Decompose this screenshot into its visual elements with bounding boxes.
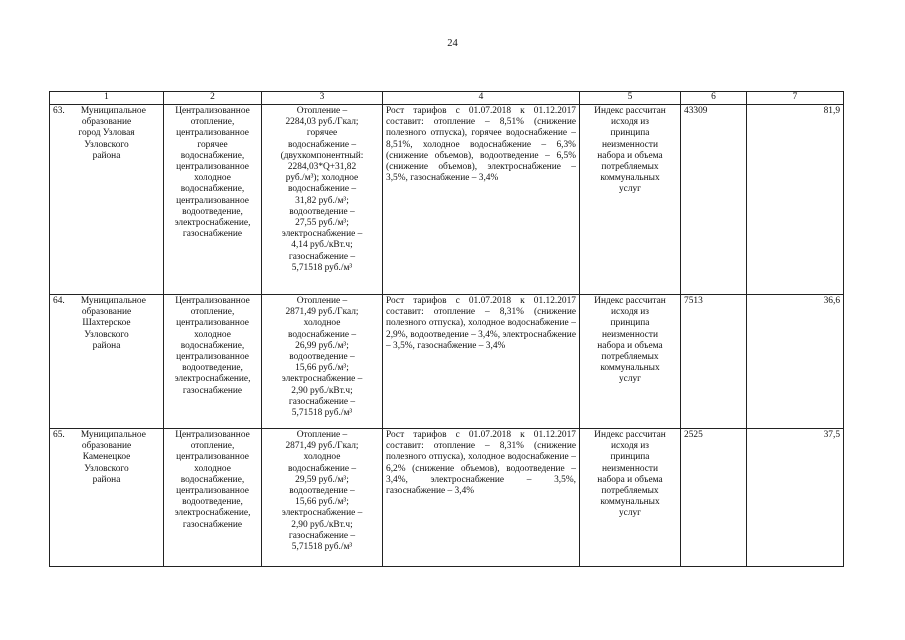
tariff-line: 2284,03*Q+31,82	[287, 162, 357, 173]
tariff-line: 27,55 руб./м³;	[295, 218, 349, 229]
municipality-line: город Узловая	[78, 128, 135, 139]
index-note-line: принципа	[610, 128, 650, 139]
population-cell: 7513	[681, 295, 747, 429]
tariff-line: 15,66 руб./м³;	[295, 497, 349, 508]
tariff-line: электроснабжение –	[281, 374, 363, 385]
growth-cell: Рост тарифов с 01.07.2018 к 01.12.2017 составит: отопление – 8,31% (снижение полезного отпуска), холодное водоснабжение – 6,2% (снижение объемов), водоотведение – 3,4%, электроснабжение – 3,5%, газоснабжение – 3,4%	[383, 429, 580, 567]
index-note-line: набора и объема	[597, 340, 663, 351]
service-line: газоснабжение	[182, 519, 243, 530]
index-note-line: неизменности	[601, 139, 659, 150]
tariff-line: Отопление –	[296, 430, 348, 440]
tariff-line: электроснабжение –	[281, 508, 363, 519]
share-cell: 36,6	[747, 295, 844, 429]
growth-cell: Рост тарифов с 01.07.2018 к 01.12.2017 составит: отопление – 8,51% (снижение полезного отпуска), горячее водоснабжение – 8,51%, холодное водоснабжение – 6,3% (снижение объемов), водоотведение – 6,5% (снижение объемов), электроснабжение – 3,5%, газоснабжение – 3,4%	[383, 105, 580, 295]
index-note-line: услуг	[618, 184, 642, 195]
service-line: электроснабжение,	[174, 508, 251, 519]
tariff-line: 31,82 руб./м³;	[295, 195, 349, 206]
page-number: 24	[447, 38, 458, 49]
service-line: централизованное	[176, 452, 249, 463]
index-note-line: коммунальных	[600, 497, 660, 508]
service-line: горячее	[197, 139, 228, 150]
services-cell	[164, 105, 262, 295]
municipality-cell	[50, 429, 164, 567]
index-note-line: принципа	[610, 318, 650, 329]
column-header-6: 6	[681, 92, 747, 105]
municipality-line: Муниципальное	[80, 106, 146, 116]
tariff-line: 5,71518 руб./м³	[291, 542, 353, 553]
service-line: отопление,	[190, 441, 235, 452]
index-note-cell	[580, 295, 681, 429]
tariffs-cell	[262, 295, 383, 429]
service-line: электроснабжение,	[174, 218, 251, 229]
municipality-line: Муниципальное	[80, 296, 146, 306]
tariff-line: газоснабжение –	[288, 396, 356, 407]
municipality-line: Каменецкое	[82, 452, 131, 463]
service-line: Централизованное	[175, 430, 250, 440]
growth-cell: Рост тарифов с 01.07.2018 к 01.12.2017 составит: отопление – 8,31% (снижение полезного отпуска), холодное водоснабжение – 2,9%, водоотведение – 3,4%, электроснабжение – 3,5%, газоснабжение – 3,4%	[383, 295, 580, 429]
index-note-line: услуг	[618, 374, 642, 385]
header-row	[50, 92, 844, 105]
tariff-line: 2,90 руб./кВт.ч;	[291, 385, 353, 396]
tariff-line: водоснабжение –	[287, 139, 357, 150]
service-line: централизованное	[176, 162, 249, 173]
index-note-line: потребляемых	[601, 162, 659, 173]
tariff-line: 26,99 руб./м³;	[295, 340, 349, 351]
municipality-line: Узловского	[84, 463, 129, 474]
municipality-line: Узловского	[84, 139, 129, 150]
municipality-cell	[50, 295, 164, 429]
tariff-line: 5,71518 руб./м³	[291, 262, 353, 273]
service-line: водоснабжение,	[180, 184, 245, 195]
service-line: водоснабжение,	[180, 150, 245, 161]
tariff-line: Отопление –	[296, 296, 348, 306]
tariff-line: водоснабжение –	[287, 184, 357, 195]
row-number: 64.	[53, 296, 65, 306]
tariff-line: водоотведение –	[289, 486, 355, 497]
index-note-line: потребляемых	[601, 486, 659, 497]
index-note-line: коммунальных	[600, 363, 660, 374]
population-cell: 2525	[681, 429, 747, 567]
tariff-line: 2871,49 руб./Гкал;	[285, 441, 359, 452]
services-cell	[164, 295, 262, 429]
tariff-line: водоснабжение –	[287, 329, 357, 340]
service-line: централизованное	[176, 352, 249, 363]
municipality-line: района	[92, 474, 121, 485]
service-line: электроснабжение,	[174, 374, 251, 385]
tariffs-cell	[262, 429, 383, 567]
tariff-line: 29,59 руб./м³;	[295, 474, 349, 485]
column-header-7: 7	[747, 92, 844, 105]
tariff-line: 2284,03 руб./Гкал;	[285, 117, 359, 128]
service-line: водоснабжение,	[180, 340, 245, 351]
tariff-line: водоотведение –	[289, 352, 355, 363]
population-cell: 43309	[681, 105, 747, 295]
municipality-line: Шахтерское	[82, 318, 131, 329]
service-line: водоотведение,	[182, 363, 243, 374]
index-note-line: набора и объема	[597, 474, 663, 485]
service-line: отопление,	[190, 307, 235, 318]
tariff-line: 4,14 руб./кВт.ч;	[291, 240, 353, 251]
tariff-table	[49, 91, 844, 567]
tariff-line: 2,90 руб./кВт.ч;	[291, 519, 353, 530]
service-line: газоснабжение	[182, 229, 243, 240]
tariff-line: газоснабжение –	[288, 251, 356, 262]
municipality-line: образование	[81, 307, 132, 318]
service-line: водоснабжение,	[180, 474, 245, 485]
municipality-cell	[50, 105, 164, 295]
tariff-line: холодное	[303, 452, 341, 463]
service-line: холодное	[194, 173, 231, 184]
table-row	[50, 429, 844, 567]
index-note-line: исходя из	[611, 117, 649, 128]
index-note-cell	[580, 105, 681, 295]
municipality-line: образование	[81, 441, 132, 452]
municipality-line: образование	[81, 117, 132, 128]
service-line: газоснабжение	[182, 385, 243, 396]
index-note-line: Индекс рассчитан	[594, 106, 666, 116]
tariff-line: 5,71518 руб./м³	[291, 408, 353, 419]
tariff-line: руб./м³); холодное	[285, 173, 359, 184]
index-note-line: неизменности	[601, 329, 659, 340]
table-row	[50, 105, 844, 295]
index-note-cell	[580, 429, 681, 567]
index-note-line: коммунальных	[600, 173, 660, 184]
tariff-line: 15,66 руб./м³;	[295, 363, 349, 374]
service-line: централизованное	[176, 195, 249, 206]
service-line: отопление,	[190, 117, 235, 128]
service-line: Централизованное	[175, 106, 250, 116]
index-note-line: принципа	[610, 452, 650, 463]
index-note-line: услуг	[618, 508, 642, 519]
tariff-line: холодное	[303, 318, 341, 329]
service-line: водоотведение,	[182, 206, 243, 217]
service-line: централизованное	[176, 128, 249, 139]
column-header-2: 2	[164, 92, 262, 105]
tariff-line: Отопление –	[296, 106, 348, 116]
tariff-line: водоснабжение –	[287, 463, 357, 474]
tariff-line: электроснабжение –	[281, 229, 363, 240]
tariffs-cell	[262, 105, 383, 295]
municipality-line: Узловского	[84, 329, 129, 340]
index-note-line: набора и объема	[597, 150, 663, 161]
municipality-line: района	[92, 150, 121, 161]
service-line: Централизованное	[175, 296, 250, 306]
tariff-line: горячее	[306, 128, 338, 139]
row-number: 65.	[53, 430, 65, 440]
index-note-line: Индекс рассчитан	[594, 296, 666, 306]
service-line: централизованное	[176, 486, 249, 497]
tariff-line: газоснабжение –	[288, 530, 356, 541]
column-header-5: 5	[580, 92, 681, 105]
index-note-line: исходя из	[611, 307, 649, 318]
index-note-line: исходя из	[611, 441, 649, 452]
services-cell	[164, 429, 262, 567]
column-header-4: 4	[383, 92, 580, 105]
index-note-line: потребляемых	[601, 352, 659, 363]
service-line: холодное	[194, 463, 231, 474]
service-line: холодное	[194, 329, 231, 340]
index-note-line: неизменности	[601, 463, 659, 474]
column-header-3: 3	[262, 92, 383, 105]
service-line: централизованное	[176, 318, 249, 329]
tariff-line: (двухкомпонентный:	[280, 150, 364, 161]
municipality-line: района	[92, 340, 121, 351]
municipality-line: Муниципальное	[80, 430, 146, 440]
column-header-1: 1	[50, 92, 164, 105]
tariff-line: водоотведение –	[289, 206, 355, 217]
row-number: 63.	[53, 106, 65, 116]
service-line: водоотведение,	[182, 497, 243, 508]
table-row	[50, 295, 844, 429]
tariff-line: 2871,49 руб./Гкал;	[285, 307, 359, 318]
share-cell: 37,5	[747, 429, 844, 567]
index-note-line: Индекс рассчитан	[594, 430, 666, 440]
share-cell: 81,9	[747, 105, 844, 295]
